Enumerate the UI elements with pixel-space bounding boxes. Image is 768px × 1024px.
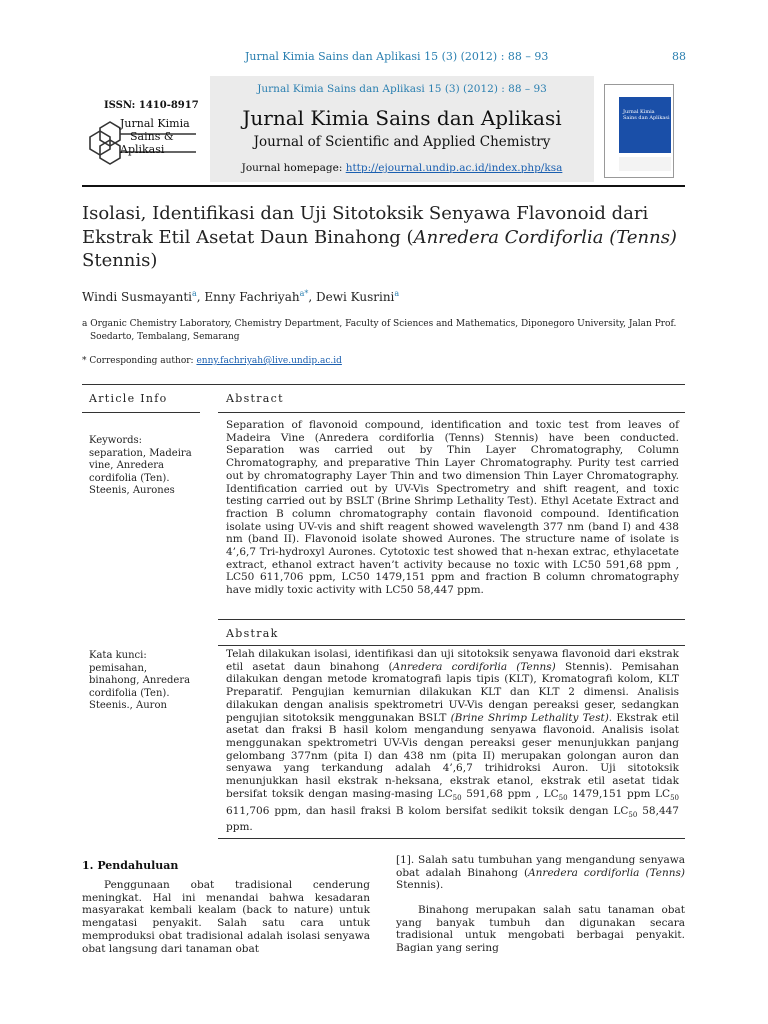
running-header-title: Jurnal Kimia Sains dan Aplikasi 15 (3) (2012) : 88 – 93 xyxy=(245,50,549,63)
keyword-line: Steenis., Auron xyxy=(89,700,167,711)
issn: ISSN: 1410-8917 xyxy=(104,100,199,111)
cover-band xyxy=(619,97,671,153)
section-rule xyxy=(218,838,685,839)
author-affil-mark: a* xyxy=(299,289,309,298)
abstrak-text: 611,706 ppm, dan hasil fraksi B kolom bersifat sedikit toksik dengan LC xyxy=(226,804,629,817)
author-affil-mark: a xyxy=(394,289,400,298)
section-rule xyxy=(218,412,685,413)
body-text: [1]. Salah satu tumbuhan yang mengandung senyawa obat adalah Binahong ( xyxy=(396,854,685,879)
affiliation-line: a Organic Chemistry Laboratory, Chemistry Department, Faculty of Sciences and Mathematics, Diponegoro University, Jalan Prof. xyxy=(82,319,677,329)
lc-subscript: 50 xyxy=(558,793,568,802)
lc-subscript: 50 xyxy=(628,810,638,819)
keyword-line: Steenis, Aurones xyxy=(89,485,175,496)
section-rule xyxy=(218,619,685,620)
author-name: Dewi Kusrini xyxy=(316,290,395,304)
section-rule xyxy=(82,412,200,413)
masthead xyxy=(210,76,594,182)
keyword-line: cordifolia (Ten). xyxy=(89,472,170,484)
section-rule xyxy=(218,645,685,646)
abstrak-text: 58,447 ppm. xyxy=(226,804,679,834)
body-left-paragraph: Penggunaan obat tradisional cenderung meningkat. Hal ini menandai bahwa kesadaran masyarakat kembali kealam (back to nature) untuk mengatasi penyakit. Salah satu cara untuk memproduksi obat tradisional adalah isolasi senyawa obat langsung dari tanaman obat xyxy=(82,879,370,955)
corresponding-label: * Corresponding author: xyxy=(82,356,197,366)
keyword-line: cordifolia (Ten). xyxy=(89,687,170,699)
keyword-line: separation, Madeira xyxy=(89,447,192,459)
page-number: 88 xyxy=(672,50,686,63)
lc-subscript: 50 xyxy=(452,793,462,802)
keywords-id xyxy=(89,650,199,713)
abstrak-italic: (Brine Shrimp Lethality Test) xyxy=(450,711,609,724)
journal-homepage xyxy=(210,162,594,174)
author-list: Windi Susmayanti$^a$, Enny Fachriyah$^{a*}$, Dewi Kusrini$^a$ xyxy=(82,289,400,304)
journal-cover-image xyxy=(604,84,674,178)
logo-line: Aplikasi xyxy=(120,143,165,156)
keyword-line: vine, Anredera xyxy=(89,460,164,471)
abstrak-text: 591,68 ppm , LC xyxy=(461,787,559,800)
logo-line: Sains & xyxy=(130,130,174,143)
cover-title-text: Jurnal Kimia Sains dan Aplikasi xyxy=(623,109,670,121)
affiliation xyxy=(82,318,682,344)
author-affil-mark: a xyxy=(192,289,197,298)
homepage-label: Journal homepage: xyxy=(241,162,346,174)
keyword-line: Keywords: xyxy=(89,435,143,446)
section-heading-introduction: 1. Pendahuluan xyxy=(82,859,179,872)
abstrak-italic: Anredera cordiforlia (Tenns) xyxy=(392,660,556,673)
keyword-line: binahong, Anredera xyxy=(89,675,191,686)
abstrak-indonesian xyxy=(226,648,679,834)
logo-line: Jurnal Kimia xyxy=(120,117,190,130)
keyword-line: pemisahan, xyxy=(89,662,148,674)
journal-subtitle: Journal of Scientific and Applied Chemistry xyxy=(253,134,551,150)
cover-footer xyxy=(619,157,671,171)
abstract-english: Separation of flavonoid compound, identification and toxic test from leaves of Madeira Vine (Anredera cordiforlia (Tenns) Stennis) have been conducted. Separation was carried out by Thin Layer Chromatography, Column Chromatography, and preparative Thin Layer Chromatography. Purity test carried out by chromatography Layer Thin and two dimension Thin Layer Chromatography. Identification carried out by UV-Vis Spectrometry and shift reagent, and toxic testing carried out by BSLT (Brine Shrimp Lethality Test). Ethyl Acetate Extract and fraction B column chromatography contain flavonoid compound. Identification isolate using UV-vis and shift reagent showed wavelength 377 nm (band I) and 438 nm (band II). Flavonoid isolate showed Aurones. The structure name of isolate is 4’,6,7 Tri-hydroxyl Aurones. Cytotoxic test showed that n-hexan extrac, ethylacetate extract, ethanol extract haven’t activity because no toxic with LC50 591,68 ppm , LC50 611,706 ppm, LC50 1479,151 ppm and fraction B column chromatography have midly toxic activity with LC50 58,447 ppm. xyxy=(226,419,679,597)
logo-text xyxy=(120,117,190,156)
body-text: Stennis). xyxy=(396,879,444,892)
homepage-link[interactable]: http://ejournal.undip.ac.id/index.php/ksa xyxy=(345,162,563,174)
article-title xyxy=(82,202,682,273)
author-name: Windi Susmayanti xyxy=(82,290,192,304)
lc-subscript: 50 xyxy=(670,793,679,802)
header-rule xyxy=(82,185,685,187)
abstrak-text: Stennis). Pemisahan dilakukan dengan metode kromatografi lapis tipis (KLT), Kromatografi kolom, KLT Preparatif. Pengujian kemurnian dilakukan KLT dan KLT 2 dimensi. Analisis dilakukan dengan analisis spektrometri UV-Vis dengan pereaksi geser, sedangkan pengujian sitotoksik menggunakan BSLT xyxy=(226,660,679,724)
title-end: Stennis) xyxy=(82,250,158,271)
corresponding-author xyxy=(82,356,342,366)
body-right-paragraph: Binahong merupakan salah satu tanaman obat yang banyak tumbuh dan digunakan secara tradisional untuk mengobati berbagai penyakit. Bagian yang sering xyxy=(396,904,685,955)
journal-title: Jurnal Kimia Sains dan Aplikasi xyxy=(242,106,562,130)
body-italic: Anredera cordiforlia (Tenns) xyxy=(528,866,685,879)
corresponding-email-link[interactable]: enny.fachriyah@live.undip.ac.id xyxy=(196,356,342,366)
article-info-heading: Article Info xyxy=(89,392,168,405)
title-main: Isolasi, Identifikasi dan Uji Sitotoksik Senyawa Flavonoid dari Ekstrak Etil Asetat Daun Binahong ( xyxy=(82,203,649,248)
body-right-paragraph xyxy=(396,854,685,892)
masthead-citation: Jurnal Kimia Sains dan Aplikasi 15 (3) (2012) : 88 – 93 xyxy=(257,83,547,95)
abstract-heading: Abstract xyxy=(226,392,284,405)
title-italic: Anredera Cordiforlia (Tenns) xyxy=(413,226,677,248)
section-rule xyxy=(82,384,685,385)
abstrak-text: 1479,151 ppm LC xyxy=(567,787,671,800)
keyword-line: Kata kunci: xyxy=(89,650,147,661)
abstrak-heading: Abstrak xyxy=(226,627,279,640)
affiliation-line: Soedarto, Tembalang, Semarang xyxy=(90,332,240,342)
abstrak-text: . Ekstrak etil asetat dan fraksi B hasil kolom mengandung senyawa flavonoid. Analisis isolat menggunakan spektrometri UV-Vis dengan pereaksi geser menunjukkan panjang gelombang 377nm (pita I) dan 438 nm (pita II) merupakan golongan auron dan senyawa yang terkandung adalah 4’,6,7 trihidroksi Auron. Uji sitotoksik menunjukkan hasil ekstrak n-heksana, ekstrak etanol, ekstrak etil asetat tidak bersifat toksik dengan masing-masing LC xyxy=(226,711,679,800)
keywords-en xyxy=(89,435,199,498)
author-name: Enny Fachriyah xyxy=(204,290,300,304)
abstrak-text: Telah dilakukan isolasi, identifikasi dan uji sitotoksik senyawa flavonoid dari ekstrak etil asetat daun binahong ( xyxy=(226,648,679,673)
